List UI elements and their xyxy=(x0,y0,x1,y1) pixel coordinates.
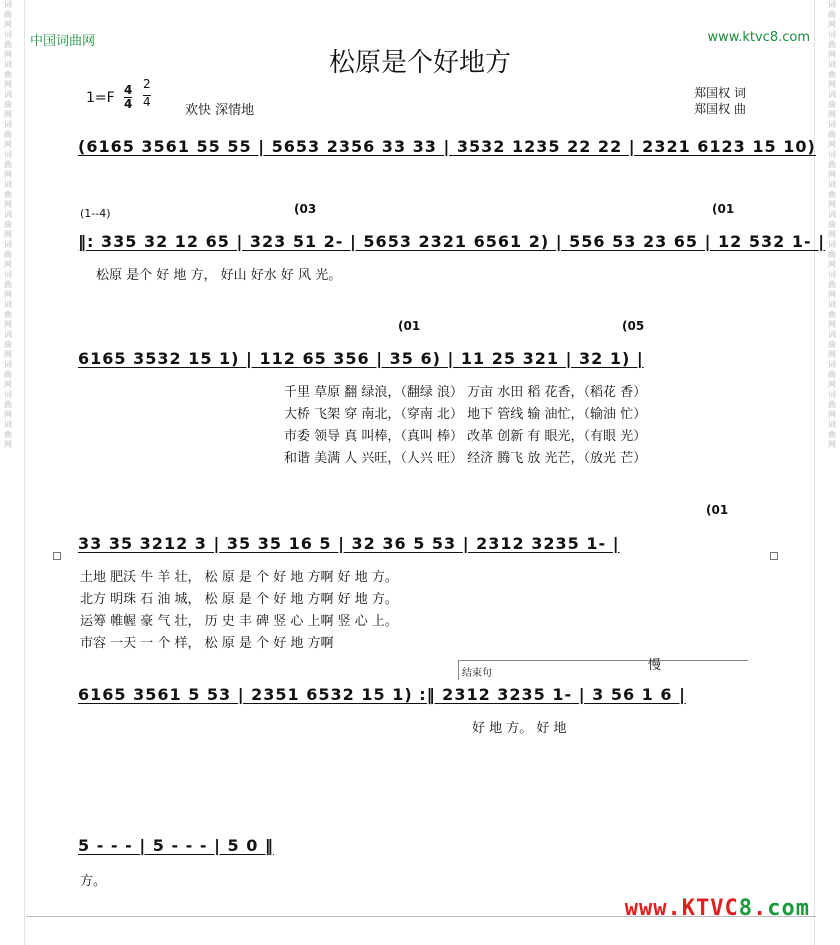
watermark-glyph: 曲 xyxy=(828,400,836,409)
left-margin-line xyxy=(24,0,25,945)
ending-bracket-top xyxy=(458,660,748,661)
tempo-marking: 欢快 深情地 xyxy=(185,103,255,118)
lyrics-row-3-verse-1: 千里 草原 翻 绿浪，（翻绿 浪） 万亩 水田 稻 花香，（稻花 香） xyxy=(284,385,647,400)
watermark-glyph: 网 xyxy=(828,410,836,419)
watermark-glyph: 网 xyxy=(828,380,836,389)
watermark-glyph: 词 xyxy=(828,420,836,429)
watermark-glyph: 曲 xyxy=(828,430,836,439)
score-row-4: 33 35 3212 3 | 35 35 16 5 | 32 36 5 53 | 2312 3235 1- | xyxy=(78,534,620,553)
watermark-glyph: 网 xyxy=(828,140,836,149)
lyrics-row-4-verse-2: 北方 明珠 石 油 城， 松 原 是 个 好 地 方啊 好 地 方。 xyxy=(80,592,398,607)
watermark-glyph: 词 xyxy=(4,270,12,279)
lyrics-row-4-verse-1: 土地 肥沃 牛 羊 壮， 松 原 是 个 好 地 方啊 好 地 方。 xyxy=(80,570,398,585)
watermark-glyph: 词 xyxy=(828,330,836,339)
watermark-glyph: 曲 xyxy=(4,40,12,49)
watermark-glyph: 网 xyxy=(4,110,12,119)
watermark-glyph: 词 xyxy=(4,360,12,369)
watermark-glyph: 词 xyxy=(4,0,12,9)
watermark-glyph: 词 xyxy=(4,300,12,309)
watermark-glyph: 曲 xyxy=(828,100,836,109)
lyrics-row-2: 松原 是个 好 地 方， 好山 好水 好 风 光。 xyxy=(96,268,342,283)
watermark-glyph: 网 xyxy=(4,50,12,59)
watermark-glyph: 词 xyxy=(828,240,836,249)
time-sig-denominator: 4 xyxy=(124,97,133,111)
watermark-glyph: 网 xyxy=(828,170,836,179)
watermark-glyph: 曲 xyxy=(4,250,12,259)
watermark-glyph: 曲 xyxy=(828,160,836,169)
watermark-glyph: 词 xyxy=(4,210,12,219)
key-signature: 1=F xyxy=(86,90,115,106)
pickup-annotation: (03 xyxy=(294,202,317,216)
watermark-glyph: 曲 xyxy=(4,70,12,79)
watermark-glyph: 曲 xyxy=(4,430,12,439)
page-marker-right xyxy=(770,552,778,560)
watermark-glyph: 网 xyxy=(828,320,836,329)
watermark-glyph: 词 xyxy=(828,270,836,279)
watermark-glyph: 词 xyxy=(4,120,12,129)
watermark-glyph: 词 xyxy=(4,330,12,339)
watermark-glyph: 曲 xyxy=(4,370,12,379)
logo-ktvc: KTVC xyxy=(681,896,739,921)
right-watermark-strip xyxy=(826,0,838,945)
lyrics-row-4-verse-4: 市容 一天 一 个 样， 松 原 是 个 好 地 方啊 xyxy=(80,636,334,651)
watermark-glyph: 词 xyxy=(828,390,836,399)
lyrics-row-5: 好 地 方。 好 地 xyxy=(472,721,567,736)
watermark-glyph: 网 xyxy=(828,260,836,269)
score-row-1: (6165 3561 55 55 | 5653 2356 33 33 | 3532 1235 22 22 | 2321 6123 15 10) xyxy=(78,137,816,156)
watermark-glyph: 网 xyxy=(4,320,12,329)
watermark-glyph: 网 xyxy=(828,290,836,299)
watermark-glyph: 曲 xyxy=(828,10,836,19)
watermark-glyph: 词 xyxy=(4,390,12,399)
watermark-glyph: 词 xyxy=(828,210,836,219)
slow-marking: 慢 xyxy=(648,658,662,673)
watermark-glyph: 网 xyxy=(4,290,12,299)
composer-credit: 郑国权 曲 xyxy=(694,102,746,116)
logo-www: www. xyxy=(624,896,682,921)
watermark-glyph: 词 xyxy=(828,60,836,69)
watermark-glyph: 词 xyxy=(4,60,12,69)
score-row-2: ‖: 335 32 12 65 | 323 51 2- | 5653 2321 6561 2) | 556 53 23 65 | 12 532 1- | xyxy=(78,232,826,251)
watermark-glyph: 网 xyxy=(828,80,836,89)
watermark-glyph: 网 xyxy=(828,230,836,239)
watermark-glyph: 词 xyxy=(828,360,836,369)
pickup-annotation: (01 xyxy=(712,202,735,216)
ending-bracket-side xyxy=(458,660,459,680)
logo-com: com xyxy=(767,896,810,921)
watermark-glyph: 网 xyxy=(4,80,12,89)
watermark-glyph: 词 xyxy=(828,120,836,129)
watermark-glyph: 网 xyxy=(828,20,836,29)
watermark-glyph: 曲 xyxy=(4,160,12,169)
pickup-annotation: (01 xyxy=(398,319,421,333)
lyrics-row-3-verse-2: 大桥 飞架 穿 南北，（穿南 北） 地下 管线 输 油忙，（输油 忙） xyxy=(284,407,647,422)
watermark-glyph: 网 xyxy=(828,440,836,449)
watermark-glyph: 曲 xyxy=(4,130,12,139)
watermark-glyph: 曲 xyxy=(4,310,12,319)
site-name-left: 中国词曲网 xyxy=(30,34,96,49)
watermark-glyph: 网 xyxy=(828,350,836,359)
watermark-glyph: 曲 xyxy=(4,280,12,289)
watermark-glyph: 网 xyxy=(4,170,12,179)
watermark-glyph: 网 xyxy=(4,20,12,29)
page-marker-left xyxy=(53,552,61,560)
song-title: 松原是个好地方 xyxy=(328,48,511,78)
watermark-glyph: 词 xyxy=(828,300,836,309)
watermark-glyph: 曲 xyxy=(4,400,12,409)
lyricist-credit: 郑国权 词 xyxy=(694,86,746,100)
watermark-glyph: 词 xyxy=(4,420,12,429)
watermark-glyph: 网 xyxy=(4,410,12,419)
watermark-glyph: 词 xyxy=(828,0,836,9)
watermark-glyph: 网 xyxy=(4,440,12,449)
watermark-glyph: 网 xyxy=(828,110,836,119)
score-row-6: 5 - - - | 5 - - - | 5 0 ‖ xyxy=(78,836,274,855)
watermark-glyph: 曲 xyxy=(4,10,12,19)
watermark-glyph: 曲 xyxy=(828,370,836,379)
watermark-glyph: 曲 xyxy=(828,310,836,319)
watermark-glyph: 曲 xyxy=(828,130,836,139)
watermark-glyph: 曲 xyxy=(4,220,12,229)
time-sig-numerator: 2 xyxy=(143,77,151,91)
ending-label: 结束句 xyxy=(462,668,492,679)
time-signature-2-4 xyxy=(143,78,151,109)
watermark-glyph: 词 xyxy=(828,180,836,189)
watermark-glyph: 曲 xyxy=(828,190,836,199)
watermark-glyph: 曲 xyxy=(828,220,836,229)
watermark-glyph: 曲 xyxy=(828,340,836,349)
lyrics-row-3-verse-3: 市委 领导 真 叫棒，（真叫 棒） 改革 创新 有 眼光，（有眼 光） xyxy=(284,429,647,444)
watermark-glyph: 网 xyxy=(4,140,12,149)
watermark-glyph: 网 xyxy=(4,260,12,269)
watermark-glyph: 词 xyxy=(828,150,836,159)
watermark-glyph: 网 xyxy=(4,380,12,389)
site-logo xyxy=(625,896,810,921)
watermark-glyph: 曲 xyxy=(828,40,836,49)
watermark-glyph: 词 xyxy=(4,90,12,99)
watermark-glyph: 网 xyxy=(4,200,12,209)
lyrics-row-3-verse-4: 和谐 美满 人 兴旺，（人兴 旺） 经济 腾飞 放 光芒，（放光 芒） xyxy=(284,451,647,466)
watermark-glyph: 词 xyxy=(4,240,12,249)
watermark-glyph: 网 xyxy=(828,200,836,209)
watermark-glyph: 曲 xyxy=(4,340,12,349)
watermark-glyph: 词 xyxy=(4,180,12,189)
score-row-3: 6165 3532 15 1) | 112 65 356 | 35 6) | 11 25 321 | 32 1) | xyxy=(78,349,644,368)
watermark-glyph: 词 xyxy=(4,150,12,159)
watermark-glyph: 词 xyxy=(828,30,836,39)
watermark-glyph: 网 xyxy=(4,350,12,359)
watermark-glyph: 网 xyxy=(828,50,836,59)
watermark-glyph: 曲 xyxy=(828,250,836,259)
time-signature-4-4 xyxy=(124,84,132,111)
left-watermark-strip xyxy=(2,0,14,945)
pickup-annotation: (05 xyxy=(622,319,645,333)
lyrics-row-4-verse-3: 运筹 帷幄 豪 气 壮， 历 史 丰 碑 竖 心 上啊 竖 心 上。 xyxy=(80,614,398,629)
time-sig-numerator: 4 xyxy=(124,83,133,97)
score-row-5: 6165 3561 5 53 | 2351 6532 15 1) :‖ 2312 3235 1- | 3 56 1 6 | xyxy=(78,685,686,704)
logo-8: 8 xyxy=(738,896,753,921)
watermark-glyph: 曲 xyxy=(828,280,836,289)
watermark-glyph: 曲 xyxy=(4,190,12,199)
watermark-glyph: 网 xyxy=(4,230,12,239)
watermark-glyph: 词 xyxy=(828,90,836,99)
pickup-annotation: (01 xyxy=(706,503,729,517)
logo-dot: . xyxy=(753,896,768,921)
time-sig-denominator: 4 xyxy=(143,95,151,109)
site-url-right: www.ktvc8.com xyxy=(707,30,810,45)
repeat-annotation: (1--4) xyxy=(80,207,111,220)
watermark-glyph: 曲 xyxy=(4,100,12,109)
watermark-glyph: 词 xyxy=(4,30,12,39)
watermark-glyph: 曲 xyxy=(828,70,836,79)
lyrics-row-6: 方。 xyxy=(80,874,107,889)
